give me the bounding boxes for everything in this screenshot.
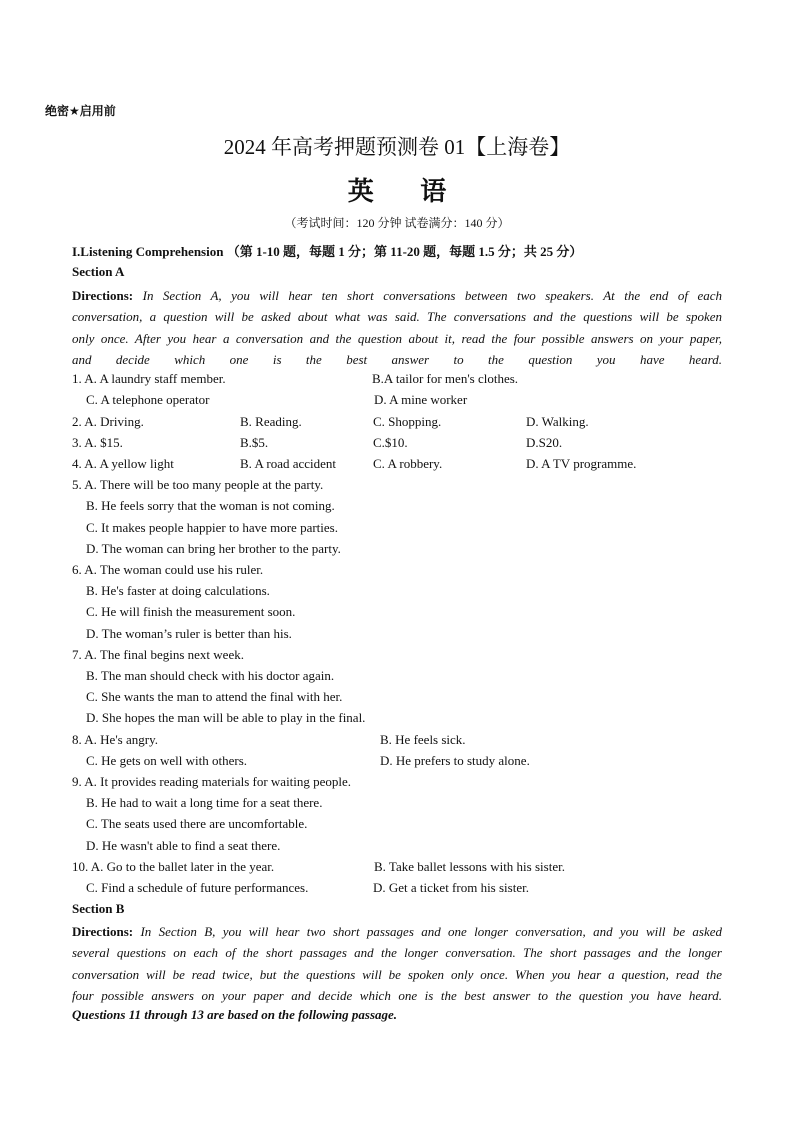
q3-option-c: C.$10. [373,435,408,450]
q2-option-b: B. Reading. [240,414,302,429]
q9-option-d: D. He wasn't able to find a seat there. [86,838,281,853]
q7-option-b: B. The man should check with his doctor again. [86,668,335,683]
q4-option-a: 4. A. A yellow light [72,456,174,471]
directions-line: In Section B, you will hear two short passages and one longer conversation, and you will be asked [140,924,723,939]
subject-title: 英 语 [347,177,467,206]
directions-line: four possible answers on your paper and decide which one is the best answer to the question you have heard. [72,987,722,1003]
q2-option-c: C. Shopping. [373,414,442,429]
q7-option-a: 7. A. The final begins next week. [72,647,244,662]
q10-option-a: 10. A. Go to the ballet later in the year. [72,859,275,874]
exam-title: 2024 年高考押题预测卷 01【上海卷】 [223,135,571,159]
q3-option-b: B.$5. [240,435,269,450]
q6-option-c: C. He will finish the measurement soon. [86,604,296,619]
directions-label: Directions: [72,288,134,303]
q2-option-a: 2. A. Driving. [72,414,144,429]
q4-option-c: C. A robbery. [373,456,443,471]
q3-option-d: D.S20. [526,435,563,450]
section-b-directions [72,921,722,1006]
q5-option-b: B. He feels sorry that the woman is not coming. [86,498,335,513]
q10-option-c: C. Find a schedule of future performances. [86,880,309,895]
q1-option-d: D. A mine worker [374,392,468,407]
section-a-heading: Section A [72,264,125,279]
q1-option-c: C. A telephone operator [86,392,210,407]
q2-option-d: D. Walking. [526,414,589,429]
q10-option-b: B. Take ballet lessons with his sister. [374,859,565,874]
q10-option-d: D. Get a ticket from his sister. [373,880,529,895]
section-b-heading: Section B [72,901,125,916]
q6-option-b: B. He's faster at doing calculations. [86,583,270,598]
directions-line: several questions on each of the short passages and the longer conversation. The short passages and the longer [72,945,722,961]
directions-line: conversation, a question will be asked about what was said. The conversations and the questions will be spoken [72,309,722,325]
q7-option-c: C. She wants the man to attend the final with her. [86,689,343,704]
q7-option-d: D. She hopes the man will be able to play in the final. [86,710,366,725]
q5-option-d: D. The woman can bring her brother to the party. [86,541,341,556]
confidential-mark: 绝密★启用前 [45,104,116,118]
directions-line: conversation will be read twice, but the questions will be spoken only once. When you hear a question, read the [72,966,722,982]
q8-option-a: 8. A. He's angry. [72,732,158,747]
directions-line: In Section A, you will hear ten short conversations between two speakers. At the end of each [142,288,722,303]
directions-line: and decide which one is the best answer to the question you have heard. [72,351,722,367]
q5-option-a: 5. A. There will be too many people at the party. [72,477,324,492]
section-a-directions [72,285,722,370]
q1-option-b: B.A tailor for men's clothes. [372,371,519,386]
q9-option-a: 9. A. It provides reading materials for waiting people. [72,774,352,789]
passage-note: Questions 11 through 13 are based on the following passage. [72,1007,398,1022]
directions-label: Directions: [72,924,134,939]
part-heading: I.Listening Comprehension （第 1-10 题，每题 1 分；第 11-20 题，每题 1.5 分；共 25 分） [72,244,583,259]
q8-option-c: C. He gets on well with others. [86,753,248,768]
directions-line: only once. After you hear a conversation and the question about it, read the four possible answers on your paper, [72,330,722,346]
q5-option-c: C. It makes people happier to have more parties. [86,520,338,535]
q9-option-c: C. The seats used there are uncomfortable. [86,816,308,831]
q1-option-a: 1. A. A laundry staff member. [72,371,226,386]
q8-option-b: B. He feels sick. [380,732,466,747]
q8-option-d: D. He prefers to study alone. [380,753,530,768]
exam-info: （考试时间：120 分钟 试卷满分：140 分） [284,216,510,230]
q4-option-b: B. A road accident [240,456,337,471]
q6-option-d: D. The woman’s ruler is better than his. [86,626,292,641]
q4-option-d: D. A TV programme. [526,456,637,471]
q3-option-a: 3. A. $15. [72,435,123,450]
q9-option-b: B. He had to wait a long time for a seat there. [86,795,323,810]
q6-option-a: 6. A. The woman could use his ruler. [72,562,264,577]
